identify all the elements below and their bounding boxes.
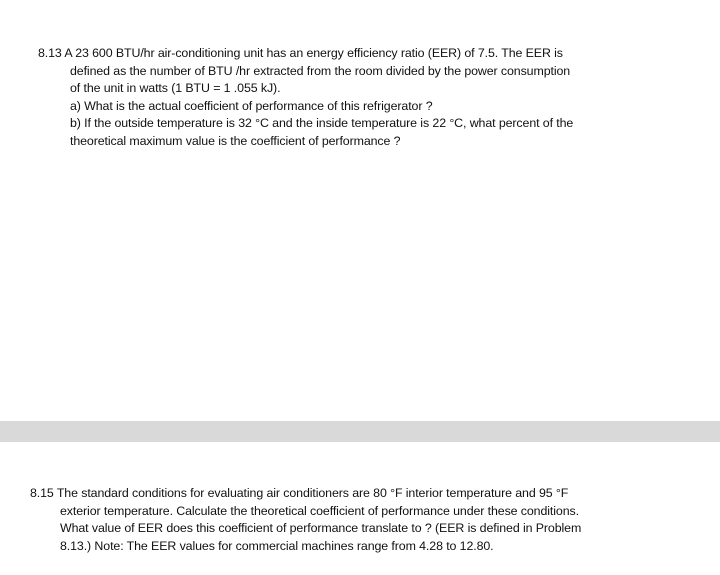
problem-8-13 (38, 45, 638, 150)
problem-8-15-line-1: 8.15 The standard conditions for evaluating air conditioners are 80 °F interior temperature and 95 °F (30, 486, 569, 500)
problem-8-13-line-2: defined as the number of BTU /hr extracted from the room divided by the power consumption (70, 63, 571, 78)
problem-8-13-line-1: 8.13 A 23 600 BTU/hr air-conditioning unit has an energy efficiency ratio (EER) of 7.5. The EER is (38, 46, 563, 60)
problem-8-13-line-6: theoretical maximum value is the coefficient of performance ? (70, 133, 401, 148)
problem-8-15-line-2: exterior temperature. Calculate the theoretical coefficient of performance under these conditions. (60, 503, 579, 518)
page-separator (0, 421, 720, 442)
problem-8-15 (30, 485, 660, 555)
problem-8-13-part-a: a) What is the actual coefficient of performance of this refrigerator ? (70, 98, 433, 113)
problem-8-15-line-4: 8.13.) Note: The EER values for commercial machines range from 4.28 to 12.80. (60, 538, 494, 553)
problem-8-13-line-3: of the unit in watts (1 BTU = 1 .055 kJ). (70, 81, 281, 95)
problem-8-13-part-b: b) If the outside temperature is 32 °C and the inside temperature is 22 °C, what percent of the (70, 116, 574, 130)
problem-8-15-line-3: What value of EER does this coefficient of performance translate to ? (EER is defined in Problem (60, 521, 582, 535)
